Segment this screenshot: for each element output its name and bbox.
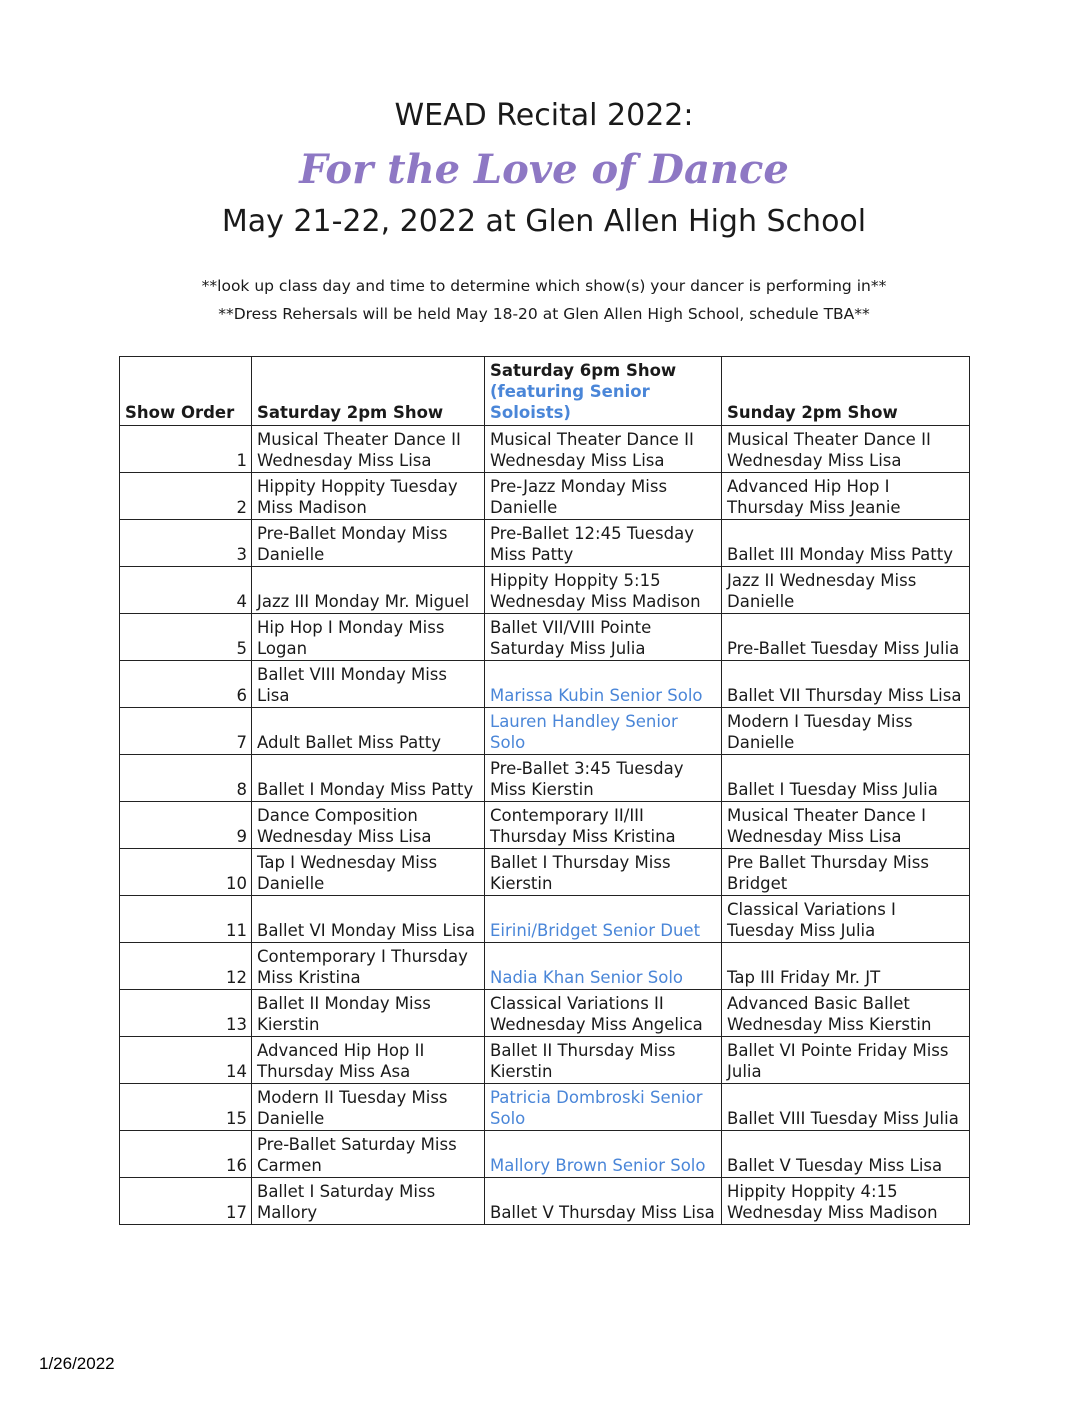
table-row — [120, 896, 970, 943]
show-order-cell: 12 — [120, 943, 252, 990]
saturday-6pm-senior-solo-cell: Patricia Dombroski Senior Solo — [485, 1084, 722, 1131]
saturday-6pm-senior-solo-cell: Mallory Brown Senior Solo — [485, 1131, 722, 1178]
saturday-2pm-cell: Ballet II Monday Miss Kierstin — [252, 990, 485, 1037]
table-row — [120, 1037, 970, 1084]
dress-rehearsal-note: **Dress Rehersals will be held May 18-20 at Glen Allen High School, schedule TBA** — [218, 305, 870, 323]
table-row — [120, 426, 970, 473]
show-order-cell: 3 — [120, 520, 252, 567]
table-row — [120, 943, 970, 990]
header-saturday-6pm-label: Saturday 6pm Show — [490, 361, 677, 380]
saturday-2pm-cell: Adult Ballet Miss Patty — [252, 708, 485, 755]
sunday-2pm-cell: Ballet VIII Tuesday Miss Julia — [722, 1084, 970, 1131]
sunday-2pm-cell: Jazz II Wednesday Miss Danielle — [722, 567, 970, 614]
saturday-2pm-cell: Pre-Ballet Monday Miss Danielle — [252, 520, 485, 567]
show-order-cell: 2 — [120, 473, 252, 520]
show-order-table — [119, 356, 970, 1225]
saturday-2pm-cell: Ballet VI Monday Miss Lisa — [252, 896, 485, 943]
saturday-6pm-senior-solo-cell: Nadia Khan Senior Solo — [485, 943, 722, 990]
saturday-6pm-cell: Ballet I Thursday Miss Kierstin — [485, 849, 722, 896]
table-row — [120, 1131, 970, 1178]
show-order-cell: 4 — [120, 567, 252, 614]
saturday-2pm-cell: Advanced Hip Hop II Thursday Miss Asa — [252, 1037, 485, 1084]
show-order-cell: 17 — [120, 1178, 252, 1225]
saturday-6pm-cell: Pre-Ballet 3:45 Tuesday Miss Kierstin — [485, 755, 722, 802]
saturday-6pm-cell: Ballet II Thursday Miss Kierstin — [485, 1037, 722, 1084]
sunday-2pm-cell: Advanced Basic Ballet Wednesday Miss Kierstin — [722, 990, 970, 1037]
sunday-2pm-cell: Ballet I Tuesday Miss Julia — [722, 755, 970, 802]
sunday-2pm-cell: Pre Ballet Thursday Miss Bridget — [722, 849, 970, 896]
header-saturday-2pm: Saturday 2pm Show — [252, 357, 485, 426]
saturday-2pm-cell: Hippity Hoppity Tuesday Miss Madison — [252, 473, 485, 520]
table-row — [120, 661, 970, 708]
show-order-cell: 10 — [120, 849, 252, 896]
table-row — [120, 520, 970, 567]
table-row — [120, 802, 970, 849]
saturday-2pm-cell: Tap I Wednesday Miss Danielle — [252, 849, 485, 896]
show-order-cell: 8 — [120, 755, 252, 802]
saturday-6pm-cell: Contemporary II/III Thursday Miss Kristina — [485, 802, 722, 849]
saturday-2pm-cell: Dance Composition Wednesday Miss Lisa — [252, 802, 485, 849]
saturday-2pm-cell: Ballet VIII Monday Miss Lisa — [252, 661, 485, 708]
saturday-2pm-cell: Musical Theater Dance II Wednesday Miss Lisa — [252, 426, 485, 473]
saturday-6pm-senior-solo-cell: Marissa Kubin Senior Solo — [485, 661, 722, 708]
saturday-2pm-cell: Contemporary I Thursday Miss Kristina — [252, 943, 485, 990]
table-row — [120, 1084, 970, 1131]
show-order-cell: 1 — [120, 426, 252, 473]
saturday-6pm-cell: Pre-Jazz Monday Miss Danielle — [485, 473, 722, 520]
table-header-row — [120, 357, 970, 426]
saturday-6pm-cell: Musical Theater Dance II Wednesday Miss Lisa — [485, 426, 722, 473]
table-body — [120, 426, 970, 1225]
sunday-2pm-cell: Tap III Friday Mr. JT — [722, 943, 970, 990]
table-row — [120, 567, 970, 614]
sunday-2pm-cell: Classical Variations I Tuesday Miss Julia — [722, 896, 970, 943]
saturday-6pm-cell: Ballet V Thursday Miss Lisa — [485, 1178, 722, 1225]
recital-dates-location: May 21-22, 2022 at Glen Allen High School — [221, 204, 867, 239]
saturday-2pm-cell: Jazz III Monday Mr. Miguel — [252, 567, 485, 614]
saturday-2pm-cell: Ballet I Saturday Miss Mallory — [252, 1178, 485, 1225]
show-order-cell: 11 — [120, 896, 252, 943]
sunday-2pm-cell: Ballet V Tuesday Miss Lisa — [722, 1131, 970, 1178]
show-order-cell: 7 — [120, 708, 252, 755]
saturday-6pm-cell: Ballet VII/VIII Pointe Saturday Miss Julia — [485, 614, 722, 661]
table-row — [120, 708, 970, 755]
sunday-2pm-cell: Musical Theater Dance II Wednesday Miss Lisa — [722, 426, 970, 473]
recital-theme-title: For the Love of Dance — [299, 146, 789, 193]
table-row — [120, 755, 970, 802]
saturday-2pm-cell: Hip Hop I Monday Miss Logan — [252, 614, 485, 661]
header-show-order: Show Order — [120, 357, 252, 426]
sunday-2pm-cell: Advanced Hip Hop I Thursday Miss Jeanie — [722, 473, 970, 520]
show-order-cell: 16 — [120, 1131, 252, 1178]
saturday-2pm-cell: Pre-Ballet Saturday Miss Carmen — [252, 1131, 485, 1178]
show-order-cell: 14 — [120, 1037, 252, 1084]
table-row — [120, 990, 970, 1037]
sunday-2pm-cell: Ballet III Monday Miss Patty — [722, 520, 970, 567]
saturday-6pm-cell: Classical Variations II Wednesday Miss Angelica — [485, 990, 722, 1037]
header-saturday-6pm — [485, 357, 722, 426]
table-row — [120, 473, 970, 520]
sunday-2pm-cell: Pre-Ballet Tuesday Miss Julia — [722, 614, 970, 661]
saturday-6pm-senior-solo-cell: Lauren Handley Senior Solo — [485, 708, 722, 755]
sunday-2pm-cell: Musical Theater Dance I Wednesday Miss Lisa — [722, 802, 970, 849]
header-saturday-6pm-subtitle: (featuring Senior Soloists) — [490, 382, 650, 422]
saturday-6pm-senior-solo-cell: Eirini/Bridget Senior Duet — [485, 896, 722, 943]
saturday-2pm-cell: Ballet I Monday Miss Patty — [252, 755, 485, 802]
saturday-6pm-cell: Hippity Hoppity 5:15 Wednesday Miss Madison — [485, 567, 722, 614]
sunday-2pm-cell: Hippity Hoppity 4:15 Wednesday Miss Madison — [722, 1178, 970, 1225]
header-sunday-2pm: Sunday 2pm Show — [722, 357, 970, 426]
saturday-2pm-cell: Modern II Tuesday Miss Danielle — [252, 1084, 485, 1131]
footer-date: 1/26/2022 — [39, 1354, 115, 1373]
show-order-cell: 15 — [120, 1084, 252, 1131]
document-title: WEAD Recital 2022: — [394, 98, 694, 133]
class-lookup-note: **look up class day and time to determine which show(s) your dancer is performing in** — [201, 277, 887, 295]
show-order-cell: 13 — [120, 990, 252, 1037]
sunday-2pm-cell: Ballet VI Pointe Friday Miss Julia — [722, 1037, 970, 1084]
table-row — [120, 849, 970, 896]
sunday-2pm-cell: Modern I Tuesday Miss Danielle — [722, 708, 970, 755]
show-order-cell: 9 — [120, 802, 252, 849]
table-row — [120, 614, 970, 661]
saturday-6pm-cell: Pre-Ballet 12:45 Tuesday Miss Patty — [485, 520, 722, 567]
show-order-cell: 5 — [120, 614, 252, 661]
show-order-cell: 6 — [120, 661, 252, 708]
sunday-2pm-cell: Ballet VII Thursday Miss Lisa — [722, 661, 970, 708]
table-row — [120, 1178, 970, 1225]
